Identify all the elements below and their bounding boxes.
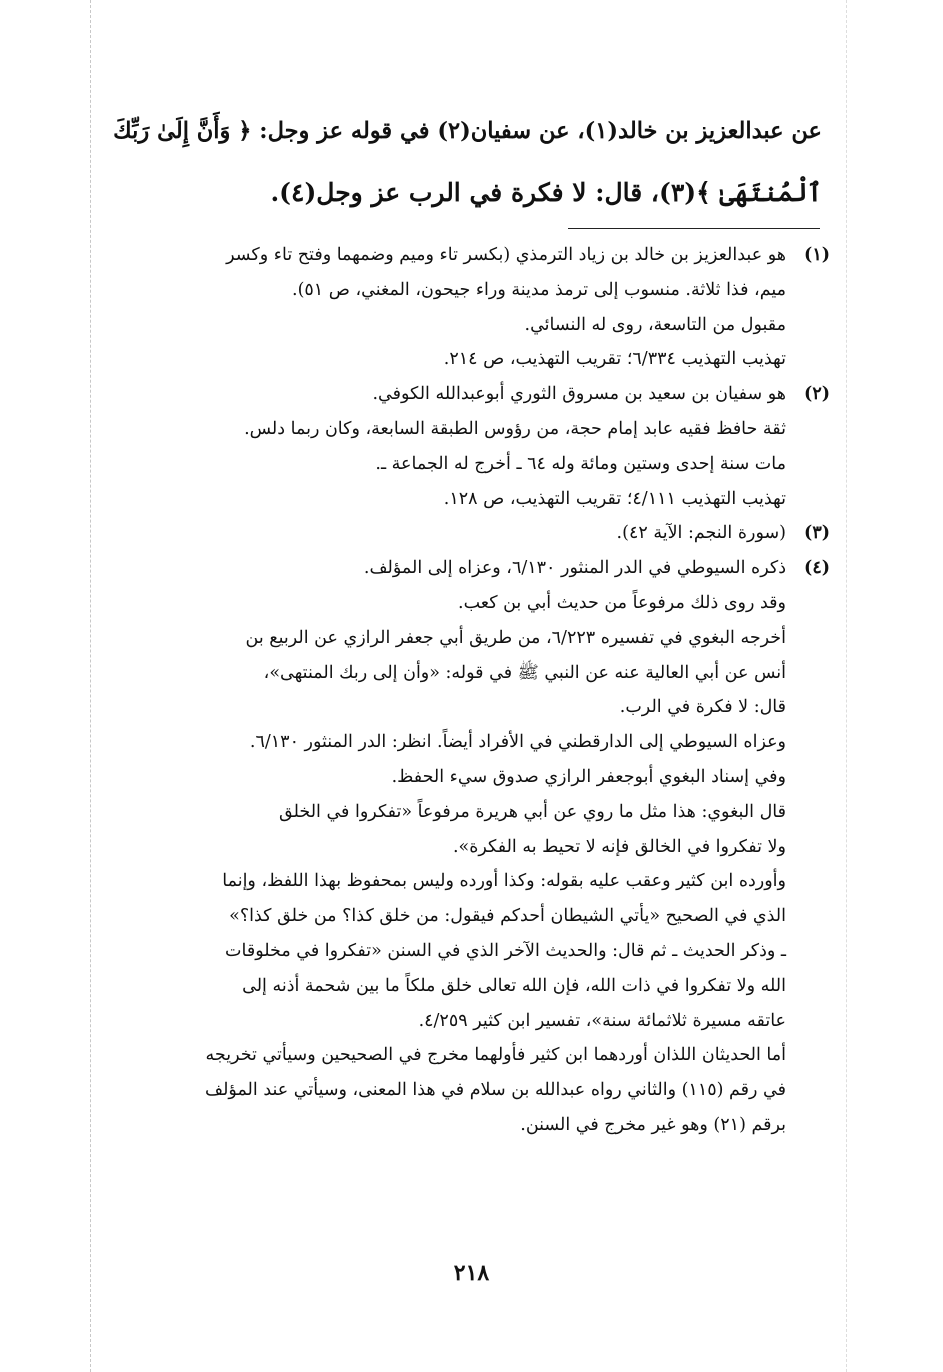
footnote-line: أخرجه البغوي في تفسيره ٦/٢٢٣، من طريق أبي جعفر الرازي عن الربيع بن (245, 627, 786, 648)
footnote-line: مقبول من التاسعة، روى له النسائي. (524, 314, 786, 335)
main-text (110, 100, 822, 224)
footnote-line: ولا تفكروا في الخالق فإنه لا تحيط به الفكرة». (452, 836, 786, 857)
footnote-number: (٣) (804, 523, 830, 544)
scan-margin-line (90, 0, 91, 1372)
footnote-line: وقد روى ذلك مرفوعاً من حديث أبي بن كعب. (458, 592, 786, 613)
footnote-line: عاتقه مسيرة ثلاثمائة سنة»، تفسير ابن كثير ٤/٢٥٩. (418, 1010, 786, 1031)
main-text-line: عن عبدالعزيز بن خالد(١)، عن سفيان(٢) في قوله عز وجل: ﴿ وَأَنَّ إِلَىٰ رَبِّكَ (113, 118, 822, 144)
footnote-body (108, 238, 786, 377)
footnote-number: (١) (804, 245, 830, 265)
footnote (108, 516, 830, 551)
main-text-line: ٱلْمُنتَهَىٰ ﴾(٣)، قال: لا فكرة في الرب عز وجل(٤). (270, 178, 822, 207)
footnote-line: ثقة حافظ فقيه عابد إمام حجة، من رؤوس الطبقة السابعة، وكان ربما دلس. (244, 418, 786, 439)
footnote-line: ـ وذكر الحديث ـ ثم قال: والحديث الآخر الذي في السنن «تفكروا في مخلوقات (225, 940, 786, 961)
scan-margin-line-right (846, 0, 847, 1372)
footnote-line: ذكره السيوطي في الدر المنثور ٦/١٣٠، وعزاه إلى المؤلف. (363, 558, 786, 579)
footnote-body (108, 516, 786, 551)
footnote-line: وعزاه السيوطي إلى الدارقطني في الأفراد أيضاً. انظر: الدر المنثور ٦/١٣٠. (249, 732, 786, 753)
footnote-line: وأورده ابن كثير وعقب عليه بقوله: وكذا أورده وليس بمحفوظ بهذا اللفظ، وإنما (222, 871, 786, 892)
footnote-line: هو عبدالعزيز بن خالد بن زياد الترمذي (بكسر تاء وميم وضمهما وفتح تاء وكسر (226, 245, 786, 265)
footnote-line: ميم، فذا ثلاثة. منسوب إلى ترمذ مدينة وراء جيحون، المغني، ص ٥١). (292, 279, 786, 300)
footnote-line: الله ولا تفكروا في ذات الله، فإن الله تعالى خلق ملكاً ما بين شحمة أذنه إلى (242, 975, 786, 996)
footnotes (108, 238, 830, 1143)
footnote-line: مات سنة إحدى وستين ومائة وله ٦٤ ـ أخرج له الجماعة ـ. (375, 453, 786, 474)
footnote-line: هو سفيان بن سعيد بن مسروق الثوري أبوعبدالله الكوفي. (372, 384, 786, 405)
footnote (108, 377, 830, 516)
footnote-line: في رقم (١١٥) والثاني رواه عبدالله بن سلام في هذا المعنى، وسيأتي عند المؤلف (204, 1080, 786, 1101)
footnote-line: الذي في الصحيح «يأتي الشيطان أحدكم فيقول: من خلق كذا؟ من خلق كذا؟» (229, 906, 786, 927)
footnote-line: برقم (٢١) وهو غير مخرج في السنن. (520, 1114, 786, 1135)
footnote-body (108, 551, 786, 1143)
footnote-line: (سورة النجم: الآية ٤٢). (616, 523, 786, 544)
footnote-line: قال: لا فكرة في الرب. (619, 697, 786, 718)
footnote-line: تهذيب التهذيب ٦/٣٣٤؛ تقريب التهذيب، ص ٢١٤. (443, 349, 786, 370)
footnote-body (108, 377, 786, 516)
footnote-line: قال البغوي: هذا مثل ما روي عن أبي هريرة مرفوعاً «تفكروا في الخلق (279, 801, 786, 822)
footnote-line: أنس عن أبي العالية عنه عن النبي ﷺ في قوله: «وأن إلى ربك المنتهى»، (263, 662, 786, 683)
footnote-line: أما الحديثان اللذان أوردهما ابن كثير فأولهما مخرج في الصحيحين وسيأتي تخريجه (205, 1045, 786, 1066)
footnote-line: وفي إسناد البغوي أبوجعفر الرازي صدوق سيء الحفظ. (391, 766, 786, 787)
footnote-line: تهذيب التهذيب ٤/١١١؛ تقريب التهذيب، ص ١٢٨. (443, 488, 786, 509)
footnote-number: (٤) (804, 558, 830, 579)
footnote (108, 551, 830, 1143)
footnote-separator (568, 228, 820, 229)
page-number: ٢١٨ (453, 1260, 490, 1286)
footnote (108, 238, 830, 377)
footnote-number: (٢) (804, 384, 830, 405)
